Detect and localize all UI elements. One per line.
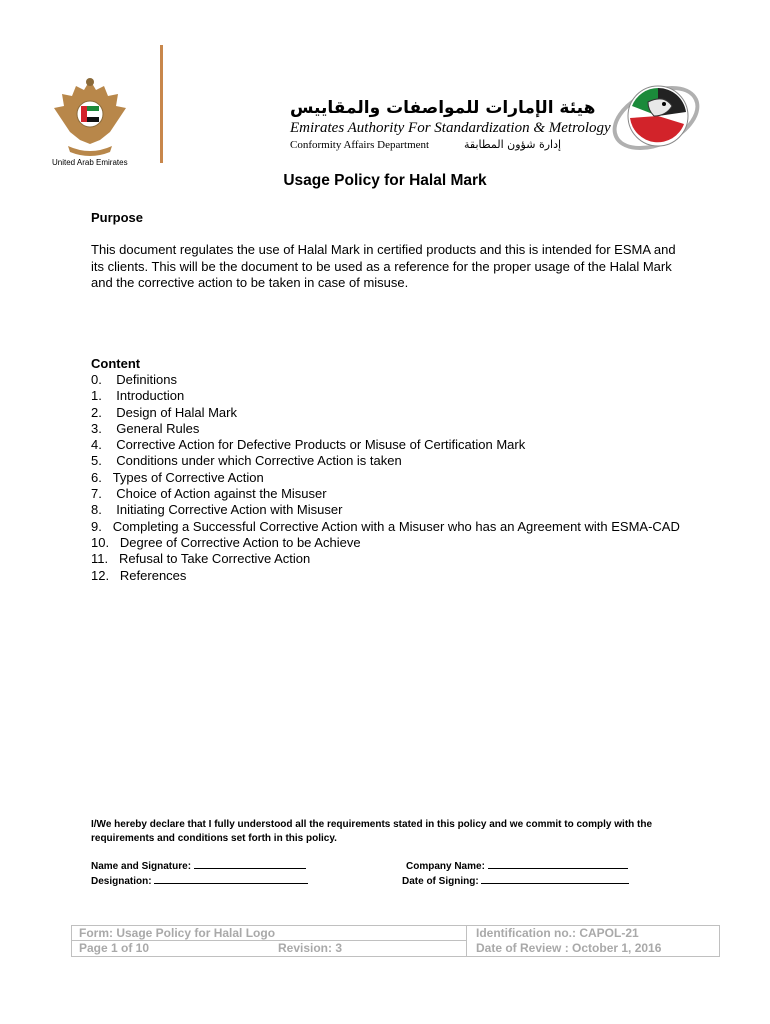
- item-number: 12.: [91, 567, 110, 583]
- company-name-label: Company Name:: [406, 861, 485, 872]
- item-text: References: [119, 567, 187, 583]
- list-item: [91, 470, 680, 486]
- item-text: Definitions: [116, 372, 177, 387]
- item-number: 4.: [91, 437, 102, 453]
- item-number: 10.: [91, 534, 110, 550]
- date-of-signing-field[interactable]: [402, 874, 629, 887]
- item-number: 0.: [91, 372, 102, 387]
- department-name-arabic: إدارة شؤون المطابقة: [464, 138, 562, 151]
- company-name-line[interactable]: [488, 859, 628, 869]
- list-item: [91, 437, 680, 453]
- esma-logo-icon: [608, 72, 704, 162]
- footer-divider-vertical: [466, 925, 467, 956]
- list-item: [91, 486, 680, 502]
- item-text: Choice of Action against the Misuser: [116, 486, 327, 502]
- item-number: 2.: [91, 404, 102, 420]
- purpose-paragraph: This document regulates the use of Halal Mark in certified products and this is intended for ESMA and its clients. This will be the document to be used as a reference for the proper usage of the Halal Mark and the corrective action to be taken in case of misuse.: [91, 242, 676, 290]
- list-item: [91, 568, 680, 584]
- date-of-signing-label: Date of Signing:: [402, 876, 479, 887]
- footer-page-number: Page 1 of 10: [79, 941, 150, 955]
- list-item: [91, 519, 680, 535]
- item-number: 8.: [91, 502, 102, 518]
- item-text: Initiating Corrective Action with Misuser: [116, 502, 343, 518]
- content-heading: Content: [91, 356, 141, 371]
- esma-name-english: Emirates Authority For Standardization & Metrology: [290, 120, 611, 136]
- list-item: [91, 372, 680, 388]
- designation-field[interactable]: [91, 874, 308, 887]
- list-item: [91, 405, 680, 421]
- name-signature-line[interactable]: [194, 859, 306, 869]
- name-signature-label: Name and Signature:: [91, 861, 192, 872]
- item-number: 7.: [91, 486, 102, 502]
- footer-form-name: Form: Usage Policy for Halal Logo: [79, 926, 276, 940]
- list-item: [91, 421, 680, 437]
- list-item: [91, 551, 680, 567]
- list-item: [91, 453, 680, 469]
- footer-date-of-review: Date of Review : October 1, 2016: [476, 941, 662, 955]
- item-text: Types of Corrective Action: [112, 469, 264, 485]
- content-list: [91, 372, 680, 584]
- company-name-field[interactable]: [406, 859, 628, 872]
- date-of-signing-line[interactable]: [481, 874, 629, 884]
- header-divider: [160, 45, 163, 163]
- uae-falcon-emblem: [50, 72, 130, 162]
- declaration-text: I/We hereby declare that I fully understood all the requirements stated in this policy and we commit to comply with the requirements and conditions set forth in this policy.: [91, 819, 653, 844]
- footer-identification: Identification no.: CAPOL-21: [476, 926, 639, 940]
- item-text: General Rules: [116, 420, 200, 436]
- department-name: Conformity Affairs Department: [290, 139, 430, 151]
- item-number: 5.: [91, 453, 102, 469]
- item-text: Degree of Corrective Action to be Achieve: [119, 534, 361, 550]
- list-item: [91, 502, 680, 518]
- designation-line[interactable]: [154, 874, 308, 884]
- purpose-heading: Purpose: [91, 210, 144, 225]
- item-text: Introduction: [116, 388, 185, 404]
- item-number: 9.: [91, 518, 102, 534]
- item-number: 6.: [91, 469, 102, 485]
- list-item: [91, 388, 680, 404]
- item-number: 1.: [91, 388, 102, 404]
- item-number: 3.: [91, 420, 102, 436]
- item-text: Conditions under which Corrective Action is taken: [116, 453, 402, 469]
- name-signature-field[interactable]: [91, 859, 306, 872]
- item-number: 11.: [91, 551, 109, 567]
- footer-revision: Revision: 3: [278, 941, 343, 955]
- designation-label: Designation:: [91, 876, 152, 887]
- list-item: [91, 535, 680, 551]
- item-text: Design of Halal Mark: [116, 404, 237, 420]
- uae-caption: United Arab Emirates: [52, 158, 128, 167]
- item-text: Completing a Successful Corrective Action with a Misuser who has an Agreement with ESMA-CAD: [112, 518, 680, 534]
- document-title: Usage Policy for Halal Mark: [283, 172, 487, 189]
- item-text: Corrective Action for Defective Products or Misuse of Certification Mark: [116, 437, 526, 453]
- esma-name-arabic: هيئة الإمارات للمواصفات والمقاييس: [290, 98, 596, 118]
- item-text: Refusal to Take Corrective Action: [118, 551, 311, 567]
